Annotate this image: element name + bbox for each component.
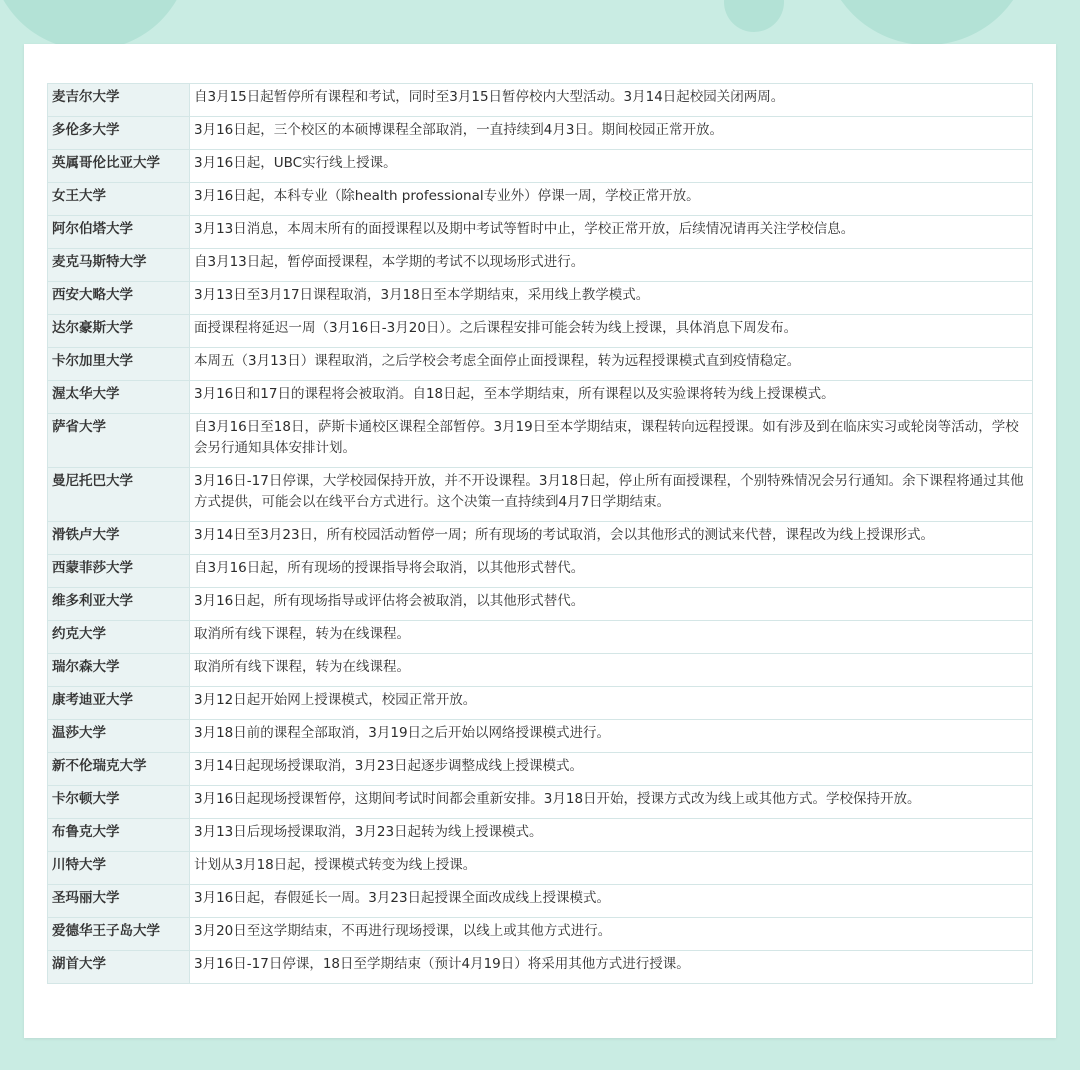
university-policy-cell: 3月13日至3月17日课程取消，3月18日至本学期结束，采用线上教学模式。: [190, 282, 1033, 315]
university-policy-cell: 3月16日和17日的课程将会被取消。自18日起，至本学期结束，所有课程以及实验课将转为线上授课模式。: [190, 381, 1033, 414]
table-row: [48, 687, 1033, 720]
university-policy-cell: 3月16日起，春假延长一周。3月23日起授课全面改成线上授课模式。: [190, 885, 1033, 918]
university-policy-cell: 3月16日起，三个校区的本硕博课程全部取消，一直持续到4月3日。期间校园正常开放。: [190, 117, 1033, 150]
table-row: [48, 951, 1033, 984]
university-policy-cell: 3月16日起，本科专业（除health professional专业外）停课一周，学校正常开放。: [190, 183, 1033, 216]
table-row: [48, 381, 1033, 414]
table-row: [48, 588, 1033, 621]
university-name-cell: 湖首大学: [48, 951, 190, 984]
university-policy-cell: 计划从3月18日起，授课模式转变为线上授课。: [190, 852, 1033, 885]
university-policy-cell: 自3月13日起，暂停面授课程，本学期的考试不以现场形式进行。: [190, 249, 1033, 282]
decor-bubble-right: [822, 0, 1032, 45]
university-name-cell: 渥太华大学: [48, 381, 190, 414]
university-policy-cell: 3月13日消息，本周末所有的面授课程以及期中考试等暂时中止，学校正常开放，后续情况请再关注学校信息。: [190, 216, 1033, 249]
table-row: [48, 216, 1033, 249]
university-name-cell: 瑞尔森大学: [48, 654, 190, 687]
university-policy-cell: 3月16日起，所有现场指导或评估将会被取消，以其他形式替代。: [190, 588, 1033, 621]
university-policy-cell: 3月16日起，UBC实行线上授课。: [190, 150, 1033, 183]
university-name-cell: 英属哥伦比亚大学: [48, 150, 190, 183]
table-row: [48, 282, 1033, 315]
table-row: [48, 654, 1033, 687]
university-policy-cell: 自3月16日至18日，萨斯卡通校区课程全部暂停。3月19日至本学期结束，课程转向远程授课。如有涉及到在临床实习或轮岗等活动，学校会另行通知具体安排计划。: [190, 414, 1033, 468]
table-row: [48, 621, 1033, 654]
decor-bubble-left: [0, 0, 190, 50]
university-name-cell: 西蒙菲莎大学: [48, 555, 190, 588]
university-policy-cell: 3月16日起现场授课暂停，这期间考试时间都会重新安排。3月18日开始，授课方式改为线上或其他方式。学校保持开放。: [190, 786, 1033, 819]
university-name-cell: 卡尔顿大学: [48, 786, 190, 819]
university-table: [47, 83, 1033, 984]
university-table-body: [48, 84, 1033, 984]
university-name-cell: 麦吉尔大学: [48, 84, 190, 117]
university-name-cell: 川特大学: [48, 852, 190, 885]
university-name-cell: 康考迪亚大学: [48, 687, 190, 720]
university-name-cell: 温莎大学: [48, 720, 190, 753]
table-row: [48, 348, 1033, 381]
table-row: [48, 414, 1033, 468]
university-policy-cell: 本周五（3月13日）课程取消，之后学校会考虑全面停止面授课程，转为远程授课模式直到疫情稳定。: [190, 348, 1033, 381]
university-policy-cell: 3月16日-17日停课，大学校园保持开放，并不开设课程。3月18日起，停止所有面授课程，个别特殊情况会另行通知。余下课程将通过其他方式提供，可能会以在线平台方式进行。这个决策一直持续到4月7日学期结束。: [190, 468, 1033, 522]
university-name-cell: 圣玛丽大学: [48, 885, 190, 918]
university-policy-cell: 自3月16日起，所有现场的授课指导将会取消，以其他形式替代。: [190, 555, 1033, 588]
table-row: [48, 522, 1033, 555]
university-name-cell: 多伦多大学: [48, 117, 190, 150]
table-row: [48, 753, 1033, 786]
university-name-cell: 萨省大学: [48, 414, 190, 468]
table-row: [48, 555, 1033, 588]
university-policy-cell: 3月16日-17日停课，18日至学期结束（预计4月19日）将采用其他方式进行授课。: [190, 951, 1033, 984]
university-policy-cell: 3月13日后现场授课取消，3月23日起转为线上授课模式。: [190, 819, 1033, 852]
university-name-cell: 女王大学: [48, 183, 190, 216]
table-row: [48, 786, 1033, 819]
university-name-cell: 阿尔伯塔大学: [48, 216, 190, 249]
university-policy-cell: 3月14日至3月23日，所有校园活动暂停一周；所有现场的考试取消，会以其他形式的测试来代替，课程改为线上授课形式。: [190, 522, 1033, 555]
university-policy-cell: 面授课程将延迟一周（3月16日-3月20日）。之后课程安排可能会转为线上授课，具体消息下周发布。: [190, 315, 1033, 348]
university-name-cell: 布鲁克大学: [48, 819, 190, 852]
university-name-cell: 新不伦瑞克大学: [48, 753, 190, 786]
university-policy-cell: 自3月15日起暂停所有课程和考试，同时至3月15日暂停校内大型活动。3月14日起校园关闭两周。: [190, 84, 1033, 117]
content-card: [24, 44, 1056, 1038]
university-policy-cell: 3月14日起现场授课取消，3月23日起逐步调整成线上授课模式。: [190, 753, 1033, 786]
university-name-cell: 麦克马斯特大学: [48, 249, 190, 282]
university-name-cell: 滑铁卢大学: [48, 522, 190, 555]
university-policy-cell: 取消所有线下课程，转为在线课程。: [190, 621, 1033, 654]
table-row: [48, 117, 1033, 150]
table-row: [48, 720, 1033, 753]
university-name-cell: 卡尔加里大学: [48, 348, 190, 381]
table-row: [48, 819, 1033, 852]
table-row: [48, 885, 1033, 918]
table-row: [48, 852, 1033, 885]
table-row: [48, 183, 1033, 216]
university-policy-cell: 3月18日前的课程全部取消，3月19日之后开始以网络授课模式进行。: [190, 720, 1033, 753]
table-row: [48, 468, 1033, 522]
table-row: [48, 315, 1033, 348]
university-policy-cell: 取消所有线下课程，转为在线课程。: [190, 654, 1033, 687]
table-row: [48, 918, 1033, 951]
table-row: [48, 249, 1033, 282]
university-policy-cell: 3月12日起开始网上授课模式，校园正常开放。: [190, 687, 1033, 720]
table-row: [48, 84, 1033, 117]
university-policy-cell: 3月20日至这学期结束，不再进行现场授课，以线上或其他方式进行。: [190, 918, 1033, 951]
university-name-cell: 维多利亚大学: [48, 588, 190, 621]
table-row: [48, 150, 1033, 183]
decor-bubble-small: [724, 0, 784, 32]
university-name-cell: 爱德华王子岛大学: [48, 918, 190, 951]
university-name-cell: 达尔豪斯大学: [48, 315, 190, 348]
university-name-cell: 西安大略大学: [48, 282, 190, 315]
university-name-cell: 约克大学: [48, 621, 190, 654]
university-name-cell: 曼尼托巴大学: [48, 468, 190, 522]
